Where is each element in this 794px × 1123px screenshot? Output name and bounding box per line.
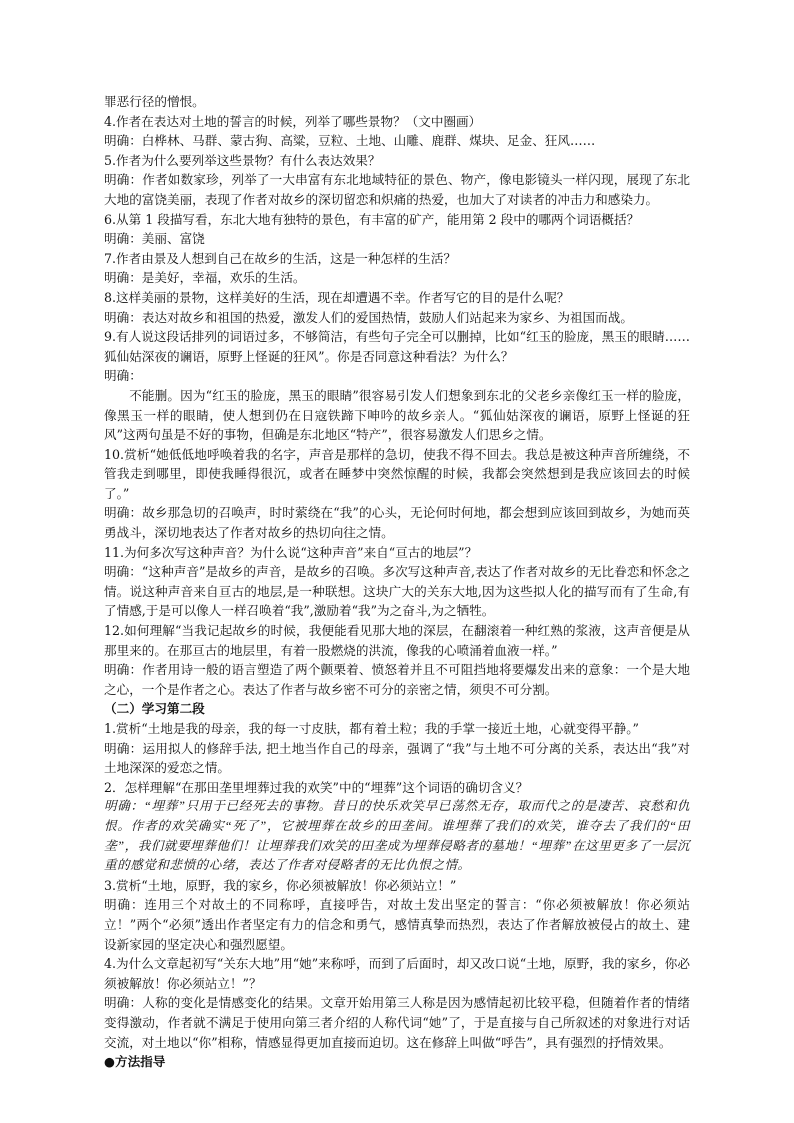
answer-11: 明确：“这种声音”是故乡的声音，是故乡的召唤。多次写这种声音,表达了作者对故乡的无比眷恋和怀念之情。说这种声音来自亘古的地层,是一种联想。这块广大的关东大地,因为这些拟人化的描写而有了生命,有了情感,于是可以像人一样召唤着“我”,激励着“我”为之奋斗,为之牺牲。 <box>104 564 690 619</box>
question-12: 12.如何理解“当我记起故乡的时候，我便能看见那大地的深层，在翻滚着一种红熟的浆液，这声音便是从那里来的。在那亘古的地层里，有着一股燃烧的洪流，像我的心喷涌着血液一样。” <box>104 623 690 658</box>
question-10: 10.赏析“她低低地呼唤着我的名字，声音是那样的急切，使我不得不回去。我总是被这种声音所缠绕，不管我走到哪里，即使我睡得很沉，或者在睡梦中突然惊醒的时候，我都会突然想到是我应该回去的时候了。” <box>104 446 690 501</box>
answer-12: 明确：作者用诗一般的语言塑造了两个颤栗着、愤怒着并且不可阻挡地将要爆发出来的意象：一个是大地之心，一个是作者之心。表达了作者与故乡密不可分的亲密之情，须臾不可分割。 <box>104 662 690 697</box>
section2-question-1: 1.赏析“土地是我的母亲，我的每一寸皮肤，都有着土粒；我的手掌一接近土地，心就变得平静。” <box>104 721 639 736</box>
answer-10: 明确：故乡那急切的召唤声，时时萦绕在“我”的心头，无论何时何地，都会想到应该回到故乡，为她而英勇战斗，深切地表达了作者对故乡的热切向往之情。 <box>104 505 690 541</box>
section2-question-2: 2．怎样理解“在那田垄里埋葬过我的欢笑”中的“埋葬”这个词语的确切含义？ <box>104 779 529 795</box>
question-8: 8.这样美丽的景物，这样美好的生活，现在却遭遇不幸。作者写它的目的是什么呢？ <box>104 289 570 305</box>
section2-answer-4: 明确：人称的变化是情感变化的结果。文章开始用第三人称是因为感情起初比较平稳，但随着作者的情绪变得激动，作者就不满足于使用向第三者介绍的人称代词“她”了，于是直接与自己所叙述的对象进行对话交流，对土地以“你”相称，情感显得更加直接而迫切。这在修辞上叫做“呼告”，具有强烈的抒情效果。 <box>104 995 690 1050</box>
section2-question-3: 3.赏析“土地，原野，我的家乡，你必须被解放！你必须站立！” <box>104 877 457 893</box>
section2-question-4: 4.为什么文章起初写“关东大地”用“她”来称呼，而到了后面时，却又改口说“土地，原野，我的家乡，你必须被解放！你必须站立！”？ <box>104 956 690 991</box>
section2-answer-1: 明确：运用拟人的修辞手法, 把土地当作自己的母亲，强调了“我”与土地不可分离的关系，表达出“我”对土地深深的爱恋之情。 <box>104 740 690 776</box>
paragraph-0: 罪恶行径的憎恨。 <box>104 94 205 109</box>
section2-answer-3: 明确：连用三个对故土的不同称呼，直接呼告，对故土发出坚定的誓言：“你必须被解放！你必须站立！”两个“必须”透出作者坚定有力的信念和勇气，感情真挚而热烈，表达了作者解放被侵占的故土、建设新家园的坚定决心和强烈愿望。 <box>104 897 690 952</box>
question-9: 9.有人说这段话排列的词语过多，不够简洁，有些句子完全可以删掉，比如“红玉的脸庞，黑玉的眼睛……狐仙姑深夜的谰语，原野上怪诞的狂风”。你是否同意这种看法？为什么？ <box>104 329 690 364</box>
question-4: 4.作者在表达对土地的誓言的时候，列举了哪些景物？（文中圈画） <box>104 113 482 129</box>
question-6: 6.从第 1 段描写看，东北大地有独特的景色，有丰富的矿产，能用第 2 段中的哪两个词语概括？ <box>104 211 640 227</box>
question-7: 7.作者由景及人想到自己在故乡的生活，这是一种怎样的生活？ <box>104 250 457 266</box>
method-guide-heading: ●方法指导 <box>104 1054 166 1070</box>
answer-9: 不能删。因为“红玉的脸庞，黑玉的眼睛”很容易引发人们想象到东北的父老乡亲像红玉一样的脸庞，像黑玉一样的眼睛，使人想到仍在日寇铁蹄下呻吟的故乡亲人。“狐仙姑深夜的谰语，原野上怪诞的狂风”这两句虽是不好的事物，但确是东北地区“特产”，很容易激发人们思乡之情。 <box>104 387 690 443</box>
answer-4: 明确：白桦林、马群、蒙古狗、高粱，豆粒、土地、山雕、鹿群、煤块、足金、狂风…… <box>104 133 596 149</box>
section2-answer-2: 明确：“埋葬”只用于已经死去的事物。昔日的快乐欢笑早已荡然无存，取而代之的是凄苦、哀愁和仇恨。作者的欢笑确实“死了”，它被埋葬在故乡的田垄间。谁埋葬了我们的欢笑，谁夺去了我们的“田垄”，我们就要埋葬他们！让埋葬我们欢笑的田垄成为埋葬侵略者的墓地！“埋葬”在这里更多了一层沉重的感觉和悲愤的心绪，表达了作者对侵略者的无比仇恨之情。 <box>104 799 690 873</box>
answer-6: 明确：美丽、富饶 <box>104 231 205 247</box>
answer-7: 明确：是美好，幸福，欢乐的生活。 <box>104 270 306 286</box>
question-11: 11.为何多次写这种声音？为什么说“这种声音”来自“亘古的地层”？ <box>104 544 478 560</box>
answer-5: 明确：作者如数家珍，列举了一大串富有东北地域特征的景色、物产，像电影镜头一样闪现，展现了东北大地的富饶美丽，表现了作者对故乡的深切留恋和炽痛的热爱，也加大了对读者的冲击力和感染力。 <box>104 172 690 207</box>
answer-9-label: 明确： <box>104 368 142 384</box>
section-heading: （二）学习第二段 <box>104 701 205 717</box>
question-5: 5.作者为什么要列举这些景物？有什么表达效果？ <box>104 152 381 168</box>
answer-8: 明确：表达对故乡和祖国的热爱，激发人们的爱国热情，鼓励人们站起来为家乡、为祖国而战。 <box>104 309 633 325</box>
